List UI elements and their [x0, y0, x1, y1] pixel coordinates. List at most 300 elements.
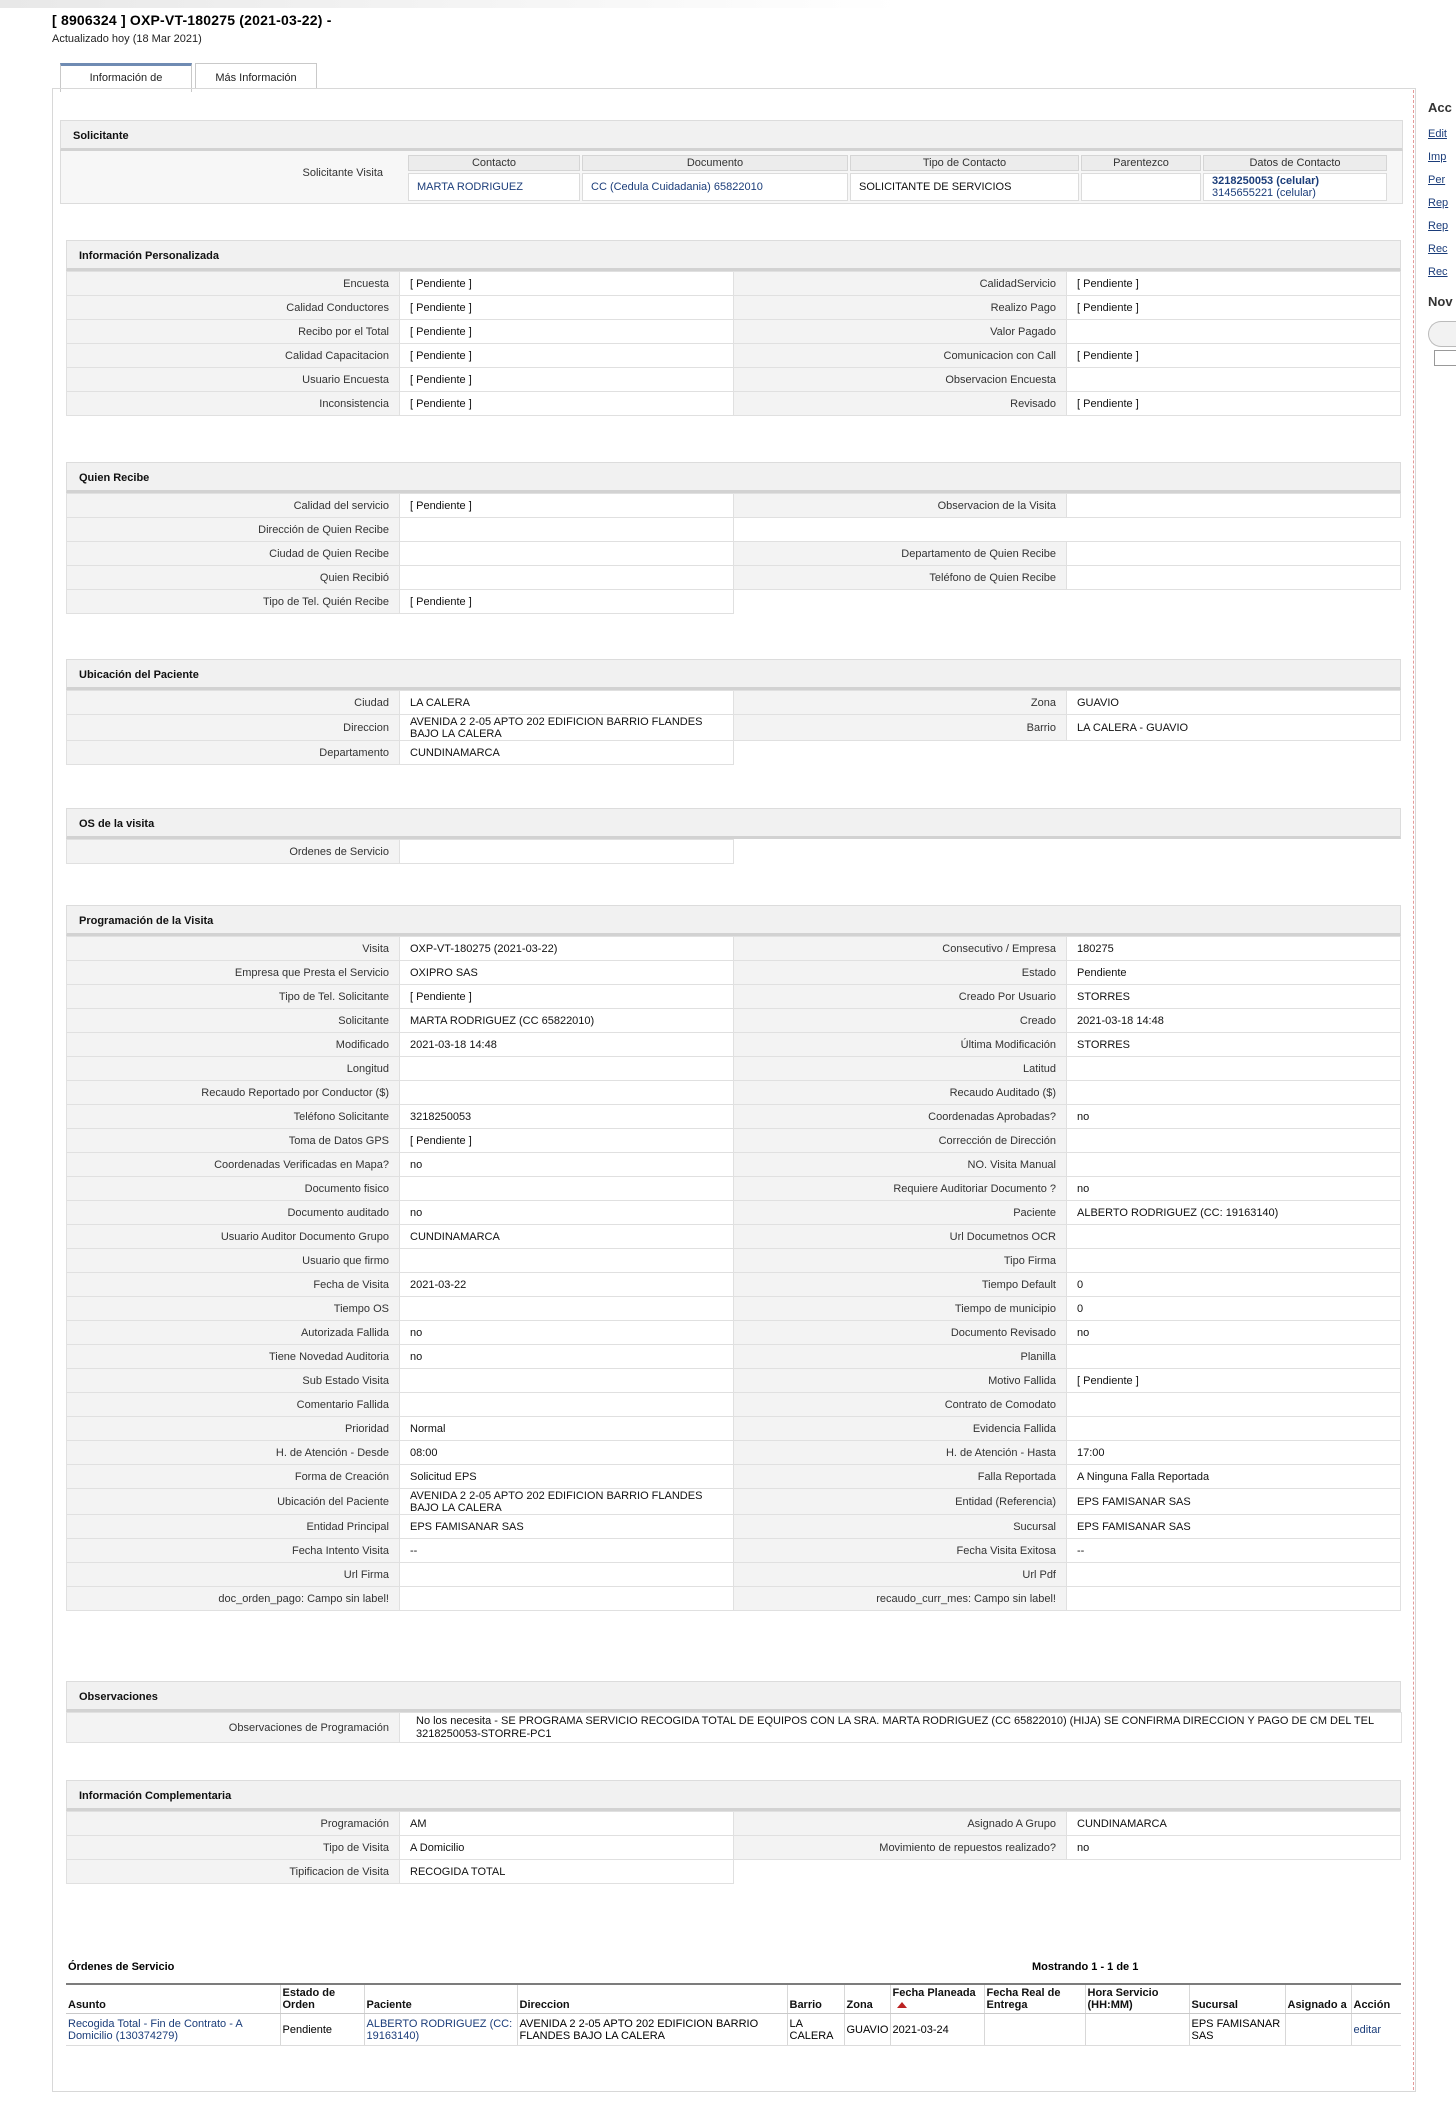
field-value: EPS FAMISANAR SAS	[1067, 1489, 1401, 1515]
contacto-cell[interactable]: MARTA RODRIGUEZ	[408, 173, 580, 201]
section-title: Ubicación del Paciente	[66, 659, 1401, 690]
asignado-cell	[1285, 2014, 1351, 2046]
form-row	[67, 320, 1401, 344]
column-header[interactable]: Direccion	[517, 1984, 787, 2014]
field-value: [ Pendiente ]	[400, 392, 734, 416]
field-label: Inconsistencia	[67, 392, 400, 416]
form-row	[67, 1009, 1401, 1033]
column-header[interactable]: Paciente	[364, 1984, 517, 2014]
header-shadow	[0, 0, 900, 8]
field-label: Tiene Novedad Auditoria	[67, 1345, 400, 1369]
field-value	[1067, 1225, 1401, 1249]
field-value: 2021-03-18 14:48	[400, 1033, 734, 1057]
form-table	[66, 271, 1401, 416]
solicitante-table	[406, 153, 1389, 203]
field-label: H. de Atención - Hasta	[734, 1441, 1067, 1465]
field-label: Revisado	[734, 392, 1067, 416]
field-label: Contrato de Comodato	[734, 1393, 1067, 1417]
field-label: Tipo de Tel. Solicitante	[67, 985, 400, 1009]
sucursal-cell: EPS FAMISANAR SAS	[1189, 2014, 1285, 2046]
field-label: Modificado	[67, 1033, 400, 1057]
field-label: Url Firma	[67, 1563, 400, 1587]
field-label: Empresa que Presta el Servicio	[67, 961, 400, 985]
form-table	[66, 936, 1401, 1611]
field-value	[1067, 566, 1401, 590]
form-row	[67, 1345, 1401, 1369]
field-value: [ Pendiente ]	[1067, 272, 1401, 296]
field-value: STORRES	[1067, 985, 1401, 1009]
field-label: NO. Visita Manual	[734, 1153, 1067, 1177]
field-value: [ Pendiente ]	[400, 590, 734, 614]
barrio-cell: LA CALERA	[787, 2014, 844, 2046]
field-label: Encuesta	[67, 272, 400, 296]
field-label: Tipo Firma	[734, 1249, 1067, 1273]
field-value: [ Pendiente ]	[400, 985, 734, 1009]
form-row	[67, 518, 1401, 542]
section-title: Solicitante	[60, 120, 1403, 151]
empty-cell	[734, 1860, 1067, 1884]
form-row	[67, 961, 1401, 985]
field-label: Ubicación del Paciente	[67, 1489, 400, 1515]
field-value: [ Pendiente ]	[1067, 296, 1401, 320]
field-value	[400, 1393, 734, 1417]
form-row	[67, 1105, 1401, 1129]
field-label: Fecha Visita Exitosa	[734, 1539, 1067, 1563]
column-header: Parentezco	[1081, 155, 1201, 171]
table-row	[66, 2014, 1401, 2046]
field-value: CUNDINAMARCA	[1067, 1812, 1401, 1836]
field-value	[1067, 320, 1401, 344]
empty-cell	[1067, 840, 1402, 864]
form-row	[67, 1201, 1401, 1225]
form-table	[66, 839, 1402, 864]
empty-cell	[734, 518, 1067, 542]
field-label: Última Modificación	[734, 1033, 1067, 1057]
field-value	[1067, 1057, 1401, 1081]
column-header: Acción	[1351, 1984, 1401, 2014]
field-label: Fecha Intento Visita	[67, 1539, 400, 1563]
field-label: Usuario Auditor Documento Grupo	[67, 1225, 400, 1249]
field-value	[400, 1563, 734, 1587]
column-header[interactable]: Fecha Real de Entrega	[984, 1984, 1085, 2014]
field-value: [ Pendiente ]	[400, 272, 734, 296]
field-value: AM	[400, 1812, 734, 1836]
fecha-planeada-cell: 2021-03-24	[890, 2014, 984, 2046]
field-label: Forma de Creación	[67, 1465, 400, 1489]
field-label: Tiempo de municipio	[734, 1297, 1067, 1321]
field-label: Recaudo Reportado por Conductor ($)	[67, 1081, 400, 1105]
datos-contacto-cell	[1203, 173, 1387, 201]
field-label: Fecha de Visita	[67, 1273, 400, 1297]
form-row	[67, 1860, 1401, 1884]
field-label: doc_orden_pago: Campo sin label!	[67, 1587, 400, 1611]
estado-cell: Pendiente	[280, 2014, 364, 2046]
solicitante-body	[60, 151, 1403, 204]
form-row	[67, 715, 1401, 741]
field-value	[1067, 1587, 1401, 1611]
field-label: Movimiento de repuestos realizado?	[734, 1836, 1067, 1860]
form-row	[67, 1393, 1401, 1417]
form-row	[67, 1441, 1401, 1465]
column-header: Contacto	[408, 155, 580, 171]
field-label: Url Documetnos OCR	[734, 1225, 1067, 1249]
field-value	[400, 1081, 734, 1105]
page-title: [ 8906324 ] OXP-VT-180275 (2021-03-22) -	[52, 12, 332, 28]
field-label: Calidad Conductores	[67, 296, 400, 320]
field-value: [ Pendiente ]	[400, 320, 734, 344]
action-link[interactable]: Rep	[1428, 197, 1449, 209]
empty-cell	[1067, 518, 1401, 542]
field-value: [ Pendiente ]	[400, 494, 734, 518]
empty-cell	[1067, 1860, 1401, 1884]
column-header: Tipo de Contacto	[850, 155, 1079, 171]
form-row	[67, 1539, 1401, 1563]
field-label: Documento Revisado	[734, 1321, 1067, 1345]
column-header[interactable]: Estado de Orden	[280, 1984, 364, 2014]
section-title: OS de la visita	[66, 808, 1401, 839]
field-label: Zona	[734, 691, 1067, 715]
action-link[interactable]: Edit	[1428, 128, 1447, 140]
actions-sidebar	[1428, 100, 1456, 400]
field-value: 0	[1067, 1297, 1401, 1321]
field-label: Tiempo OS	[67, 1297, 400, 1321]
column-header[interactable]: Asunto	[66, 1984, 280, 2014]
field-value: [ Pendiente ]	[400, 296, 734, 320]
form-row	[67, 1057, 1401, 1081]
field-value	[1067, 494, 1401, 518]
field-label: recaudo_curr_mes: Campo sin label!	[734, 1587, 1067, 1611]
field-value: EPS FAMISANAR SAS	[400, 1515, 734, 1539]
form-row	[67, 1417, 1401, 1441]
column-header-label: Fecha Planeada	[892, 1987, 976, 1999]
field-label: Valor Pagado	[734, 320, 1067, 344]
field-value: MARTA RODRIGUEZ (CC 65822010)	[400, 1009, 734, 1033]
field-value: No los necesita - SE PROGRAMA SERVICIO RECOGIDA TOTAL DE EQUIPOS CON LA SRA. MARTA RODRIGUEZ (CC 65822010) (HIJA) SE CONFIRMA DIRECCION Y PAGO DE CM DEL TEL 3218250053-STORRE-PC1	[400, 1713, 1402, 1743]
field-value	[1067, 1393, 1401, 1417]
column-header-sorted[interactable]	[890, 1984, 984, 2014]
form-row	[67, 1249, 1401, 1273]
field-label: Creado Por Usuario	[734, 985, 1067, 1009]
editar-link[interactable]: editar	[1351, 2014, 1401, 2046]
field-label: Usuario Encuesta	[67, 368, 400, 392]
field-value	[1067, 1153, 1401, 1177]
field-value: GUAVIO	[1067, 691, 1401, 715]
field-label: Tipo de Tel. Quién Recibe	[67, 590, 400, 614]
hora-cell	[1085, 2014, 1189, 2046]
form-row	[67, 590, 1401, 614]
field-label: Comunicacion con Call	[734, 344, 1067, 368]
field-value: no	[1067, 1836, 1401, 1860]
form-row	[67, 542, 1401, 566]
field-label: Estado	[734, 961, 1067, 985]
field-value: no	[1067, 1177, 1401, 1201]
form-row	[67, 1297, 1401, 1321]
field-label: Sub Estado Visita	[67, 1369, 400, 1393]
field-value: [ Pendiente ]	[1067, 392, 1401, 416]
column-header[interactable]: Asignado a	[1285, 1984, 1351, 2014]
field-value: ALBERTO RODRIGUEZ (CC: 19163140)	[1067, 1201, 1401, 1225]
novedad-toggle[interactable]	[1428, 321, 1456, 347]
field-value	[1067, 1129, 1401, 1153]
field-value	[400, 1297, 734, 1321]
form-row	[67, 937, 1401, 961]
form-row	[67, 1225, 1401, 1249]
field-value: [ Pendiente ]	[400, 344, 734, 368]
field-value	[1067, 1081, 1401, 1105]
form-row	[67, 691, 1401, 715]
field-value: AVENIDA 2 2-05 APTO 202 EDIFICION BARRIO FLANDES BAJO LA CALERA	[400, 715, 734, 741]
form-row	[67, 1812, 1401, 1836]
form-row	[67, 1515, 1401, 1539]
tab-mas-informacion[interactable]: Más Información	[195, 63, 317, 89]
field-label: Creado	[734, 1009, 1067, 1033]
field-label: Solicitante Visita	[302, 167, 383, 179]
field-label: Programación	[67, 1812, 400, 1836]
field-label: H. de Atención - Desde	[67, 1441, 400, 1465]
field-value: LA CALERA - GUAVIO	[1067, 715, 1401, 741]
form-row	[67, 1081, 1401, 1105]
field-label: Toma de Datos GPS	[67, 1129, 400, 1153]
field-value: Normal	[400, 1417, 734, 1441]
os-section	[66, 808, 1401, 864]
field-value	[400, 542, 734, 566]
field-label: Falla Reportada	[734, 1465, 1067, 1489]
form-row	[67, 1465, 1401, 1489]
field-label: Observacion Encuesta	[734, 368, 1067, 392]
action-link[interactable]: Per	[1428, 174, 1446, 186]
empty-cell	[734, 590, 1067, 614]
field-value: 180275	[1067, 937, 1401, 961]
form-row	[67, 344, 1401, 368]
programacion-section	[66, 905, 1401, 1611]
updated-text: Actualizado hoy (18 Mar 2021)	[52, 33, 202, 45]
action-link[interactable]: Rec	[1428, 266, 1448, 278]
section-title: Quien Recibe	[66, 462, 1401, 493]
field-value: STORRES	[1067, 1033, 1401, 1057]
field-label: Dirección de Quien Recibe	[67, 518, 400, 542]
field-label: Prioridad	[67, 1417, 400, 1441]
field-value: OXIPRO SAS	[400, 961, 734, 985]
field-value: [ Pendiente ]	[400, 1129, 734, 1153]
field-value	[1067, 1417, 1401, 1441]
field-value: CUNDINAMARCA	[400, 1225, 734, 1249]
form-row	[67, 1489, 1401, 1515]
field-value	[400, 566, 734, 590]
field-value: no	[1067, 1105, 1401, 1129]
form-table	[66, 1811, 1401, 1884]
field-value: AVENIDA 2 2-05 APTO 202 EDIFICION BARRIO FLANDES BAJO LA CALERA	[400, 1489, 734, 1515]
field-value: Pendiente	[1067, 961, 1401, 985]
form-table	[66, 493, 1401, 614]
field-label: Coordenadas Verificadas en Mapa?	[67, 1153, 400, 1177]
field-value: 0	[1067, 1273, 1401, 1297]
quien-recibe-section	[66, 462, 1401, 614]
field-label: Departamento de Quien Recibe	[734, 542, 1067, 566]
field-value: --	[400, 1539, 734, 1563]
field-value: A Ninguna Falla Reportada	[1067, 1465, 1401, 1489]
field-label: Teléfono Solicitante	[67, 1105, 400, 1129]
field-label: Documento auditado	[67, 1201, 400, 1225]
field-value: no	[400, 1201, 734, 1225]
empty-cell	[1067, 590, 1401, 614]
field-label: Calidad Capacitacion	[67, 344, 400, 368]
complementaria-section	[66, 1780, 1401, 1884]
field-value	[400, 1369, 734, 1393]
field-value: 17:00	[1067, 1441, 1401, 1465]
field-label: Evidencia Fallida	[734, 1417, 1067, 1441]
field-label: Planilla	[734, 1345, 1067, 1369]
form-row	[67, 566, 1401, 590]
phone-primary: 3218250053 (celular)	[1212, 175, 1320, 187]
form-table	[66, 690, 1401, 765]
form-row	[67, 1033, 1401, 1057]
field-label: Solicitante	[67, 1009, 400, 1033]
field-value: A Domicilio	[400, 1836, 734, 1860]
sort-up-icon	[897, 2002, 907, 2008]
parentezco-cell	[1081, 173, 1201, 201]
ordenes-title: Órdenes de Servicio	[68, 1961, 175, 1973]
field-label: Coordenadas Aprobadas?	[734, 1105, 1067, 1129]
field-label: Tiempo Default	[734, 1273, 1067, 1297]
field-label: Longitud	[67, 1057, 400, 1081]
column-header: Datos de Contacto	[1203, 155, 1387, 171]
field-value	[1067, 1249, 1401, 1273]
novedad-input[interactable]	[1434, 350, 1456, 366]
form-row	[67, 1836, 1401, 1860]
field-label: Motivo Fallida	[734, 1369, 1067, 1393]
asunto-cell[interactable]: Recogida Total - Fin de Contrato - A Domicilio (130374279)	[66, 2014, 280, 2046]
field-label: Departamento	[67, 741, 400, 765]
field-value: 2021-03-22	[400, 1273, 734, 1297]
field-value: Solicitud EPS	[400, 1465, 734, 1489]
field-label: Ordenes de Servicio	[67, 840, 400, 864]
form-row	[67, 985, 1401, 1009]
solicitante-section	[60, 120, 1403, 204]
personalizada-section	[66, 240, 1401, 416]
field-label: Ciudad	[67, 691, 400, 715]
column-header[interactable]: Barrio	[787, 1984, 844, 2014]
form-row	[67, 272, 1401, 296]
field-value	[1067, 1563, 1401, 1587]
form-row	[67, 840, 1402, 864]
form-row	[67, 1321, 1401, 1345]
empty-cell	[734, 741, 1067, 765]
column-header[interactable]: Zona	[844, 1984, 890, 2014]
form-row	[67, 296, 1401, 320]
field-label: Visita	[67, 937, 400, 961]
field-label: Requiere Auditoriar Documento ?	[734, 1177, 1067, 1201]
field-value	[400, 840, 734, 864]
field-label: Entidad Principal	[67, 1515, 400, 1539]
form-row	[67, 494, 1401, 518]
field-value	[400, 1587, 734, 1611]
field-value	[400, 1177, 734, 1201]
field-value	[400, 1057, 734, 1081]
form-row	[67, 392, 1401, 416]
field-label: Quien Recibió	[67, 566, 400, 590]
field-label: Teléfono de Quien Recibe	[734, 566, 1067, 590]
action-link[interactable]: Rep	[1428, 220, 1449, 232]
form-row	[67, 1177, 1401, 1201]
field-label: Url Pdf	[734, 1563, 1067, 1587]
action-link[interactable]: Rec	[1428, 243, 1448, 255]
field-label: Usuario que firmo	[67, 1249, 400, 1273]
field-value: CUNDINAMARCA	[400, 741, 734, 765]
ordenes-table	[66, 1983, 1401, 2046]
column-header[interactable]: Sucursal	[1189, 1984, 1285, 2014]
field-label: Entidad (Referencia)	[734, 1489, 1067, 1515]
section-title: Información Complementaria	[66, 1780, 1401, 1811]
field-value: LA CALERA	[400, 691, 734, 715]
field-label: Documento fisico	[67, 1177, 400, 1201]
field-label: Sucursal	[734, 1515, 1067, 1539]
tab-informacion[interactable]: Información de	[60, 63, 192, 92]
documento-cell: CC (Cedula Cuidadania) 65822010	[582, 173, 848, 201]
field-value: 3218250053	[400, 1105, 734, 1129]
action-link[interactable]: Imp	[1428, 151, 1447, 163]
panel-divider	[1413, 90, 1414, 2090]
field-label: Latitud	[734, 1057, 1067, 1081]
column-header[interactable]: Hora Servicio (HH:MM)	[1085, 1984, 1189, 2014]
field-label: Recaudo Auditado ($)	[734, 1081, 1067, 1105]
section-title: Información Personalizada	[66, 240, 1401, 271]
field-value: [ Pendiente ]	[1067, 344, 1401, 368]
field-label: Tipificacion de Visita	[67, 1860, 400, 1884]
form-row	[67, 1153, 1401, 1177]
empty-cell	[734, 840, 1067, 864]
form-row	[67, 1563, 1401, 1587]
form-row	[67, 741, 1401, 765]
field-value	[1067, 542, 1401, 566]
form-row	[67, 1587, 1401, 1611]
field-label: Barrio	[734, 715, 1067, 741]
field-value: 08:00	[400, 1441, 734, 1465]
field-label: Calidad del servicio	[67, 494, 400, 518]
direccion-cell: AVENIDA 2 2-05 APTO 202 EDIFICION BARRIO FLANDES BAJO LA CALERA	[517, 2014, 787, 2046]
observaciones-section	[66, 1681, 1401, 1743]
empty-cell	[1067, 741, 1401, 765]
field-value: no	[400, 1345, 734, 1369]
field-value	[1067, 368, 1401, 392]
field-value: no	[400, 1321, 734, 1345]
zona-cell: GUAVIO	[844, 2014, 890, 2046]
field-value	[400, 518, 734, 542]
field-value	[1067, 1345, 1401, 1369]
field-value: no	[1067, 1321, 1401, 1345]
field-value: no	[400, 1153, 734, 1177]
field-label: Observacion de la Visita	[734, 494, 1067, 518]
field-value: 2021-03-18 14:48	[1067, 1009, 1401, 1033]
field-label: Observaciones de Programación	[67, 1713, 400, 1743]
phone-secondary: 3145655221 (celular)	[1212, 187, 1316, 199]
field-value: RECOGIDA TOTAL	[400, 1860, 734, 1884]
tipo-contacto-cell: SOLICITANTE DE SERVICIOS	[850, 173, 1079, 201]
paciente-cell[interactable]: ALBERTO RODRIGUEZ (CC: 19163140)	[364, 2014, 517, 2046]
form-row	[67, 1273, 1401, 1297]
page-header	[52, 12, 332, 45]
section-title: Programación de la Visita	[66, 905, 1401, 936]
form-row	[67, 1369, 1401, 1393]
form-row	[67, 1129, 1401, 1153]
field-label: Ciudad de Quien Recibe	[67, 542, 400, 566]
field-label: Recibo por el Total	[67, 320, 400, 344]
field-label: Comentario Fallida	[67, 1393, 400, 1417]
field-label: Asignado A Grupo	[734, 1812, 1067, 1836]
field-value: [ Pendiente ]	[400, 368, 734, 392]
form-table	[66, 1712, 1402, 1743]
field-label: Autorizada Fallida	[67, 1321, 400, 1345]
field-label: Consecutivo / Empresa	[734, 937, 1067, 961]
